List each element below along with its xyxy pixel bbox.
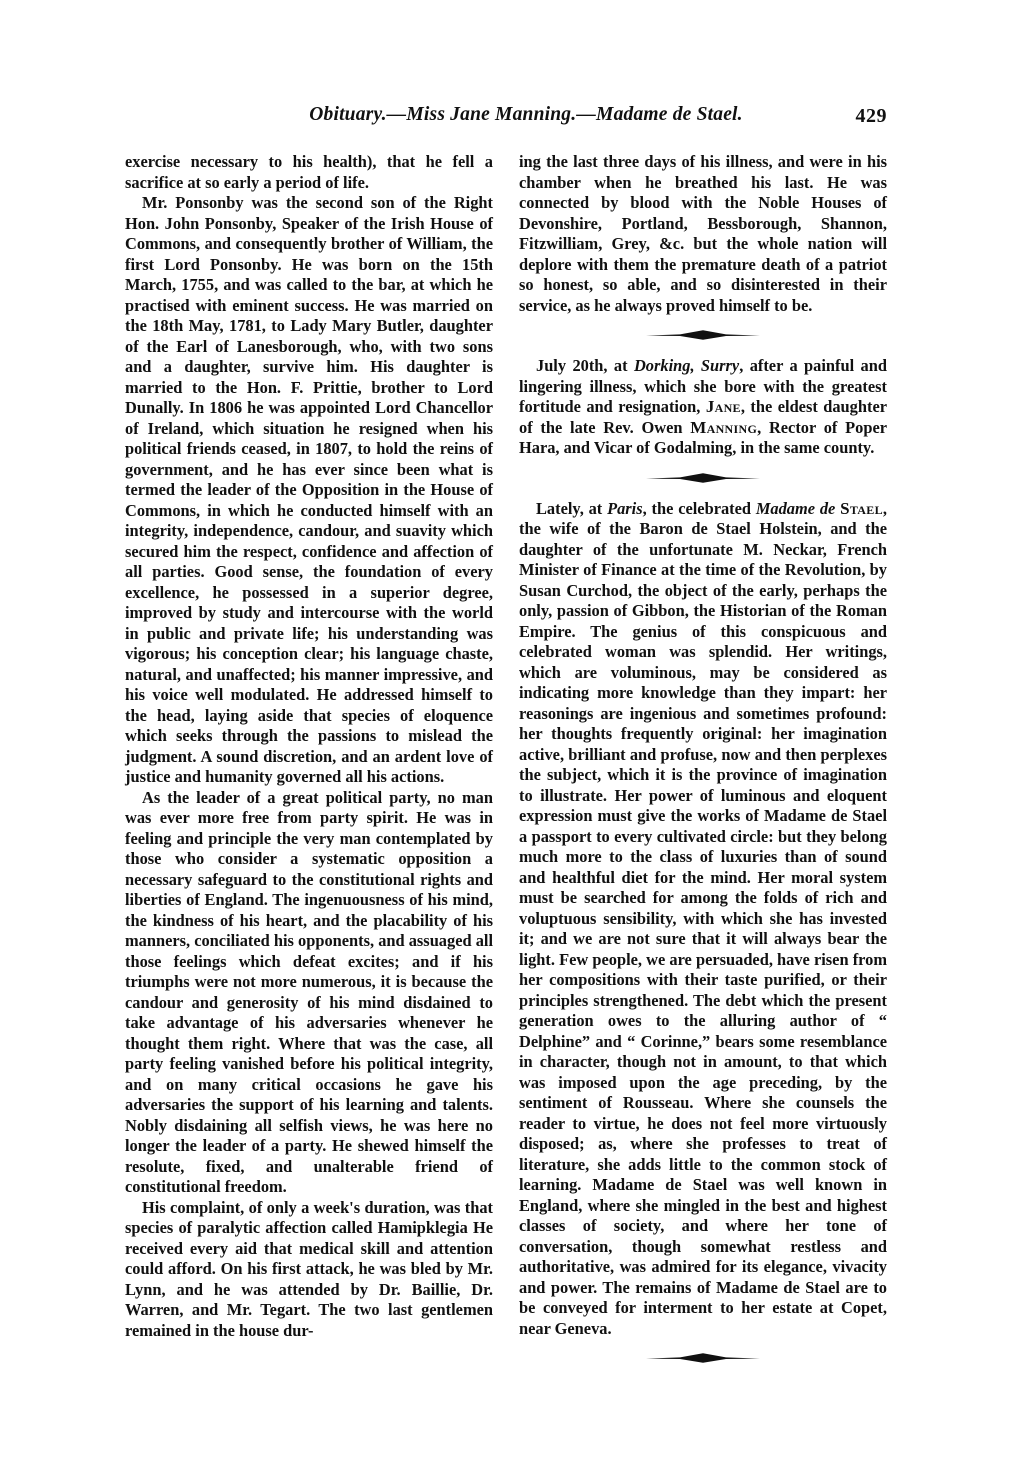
paragraph: As the leader of a great political party, no man was ever more free from party spirit. He was in feeling and principle the very man contemplated by those who consider a systematic opposition a necessary safeguard to the constitutional rights and liberties of England. The ingenuousness of his mind, the kindness of his heart, and the placability of his manners, conciliated his opponents, and assuaged all those feelings which defeat excites; and if his triumphs were not more numerous, it is because the candour and generosity of his mind disdained to take advantage of his adversaries whenever he thought them right. Where that was the case, all party feeling vanished before his political integrity, and on many critical occasions he gave his adversaries the support of his learning and talents. Nobly disdaining all selfish views, he was here no longer the leader of a party. He shewed himself the resolute, fixed, and unalterable friend of constitutional freedom. — [125, 787, 493, 1196]
person-title: Madame de — [755, 498, 836, 518]
two-column-body — [125, 152, 887, 1379]
entry-body: , the wife of the Baron de Stael Holstein, and the daughter of the unfortunate M. Neckar, French Minister of Finance at the time of the Revolution, by Susan Curchod, the object of the early, perhaps the only, passion of Gibbon, the Historian of the Roman Empire. The genius of this conspicuous and celebrated woman was splendid. Her writings, which are voluminous, may be considered as indicating more knowledge than they impart: her reasonings are ingenious and sometimes profound: her thoughts frequently original: her imagination active, brilliant and profuse, now and then perplexes the subject, which it is the province of imagination to illustrate. Her power of luminous and eloquent expression must give the works of Madame de Stael a passport to every cultivated circle: but they belong much more to the class of luxuries than of sound and healthful diet for the mind. Her moral system must be searched for among the folds of rich and voluptuous sensibility, with which she has invested it; and we are not sure that it will always bear the light. Few people, we are persuaded, have risen from her compositions with their taste purified, or their principles strengthened. The debt which the present generation owes to the alluring author of “ Delphine” and “ Corinne,” bears some resemblance in character, though not in amount, to that which was imposed upon the age preceding, by the sentiment of Rousseau. Where she counsels the reader to virtue, he does not feel more virtuously disposed; as, where she professes to treat of literature, she adds little to the common stock of learning. Madame de Stael was well known in England, where she mingled in the best and highest classes of society, and where her tone of conversation, though somewhat restless and authoritative, was admired for its elegance, vivacity and power. The remains of Madame de Stael are to be conveyed for interment to her estate at Copet, near Geneva. — [519, 498, 887, 1338]
page-number: 429 — [855, 105, 887, 127]
entry-mid: , after a painful and lingering illness, which she bore with the greatest fortitude and resignation, — [519, 356, 887, 416]
page-content — [125, 104, 887, 1379]
entry-mid: , the celebrated — [642, 498, 756, 518]
person-given-name: Jane — [705, 397, 741, 416]
paragraph: ing the last three days of his illness, and were in his chamber when he breathed his last. He was connected by blood with the Noble Houses of Devonshire, Portland, Bessborough, Shannon, Fitzwilliam, Grey, &c. but the whole nation will deplore with them the premature death of a patriot so honest, so able, and so disinterested in their service, as he always proved himself to be. — [519, 152, 887, 315]
running-head — [125, 104, 887, 138]
paragraph — [519, 499, 887, 1340]
entry-mid-2: , the eldest daughter of the late Rev. Owen — [519, 397, 887, 437]
entry-tail: , Rector of Poper Hara, and Vicar of Godalming, in the same county. — [519, 417, 888, 457]
entry-lead: July 20th, at — [536, 356, 634, 375]
page-title: Obituary.—Miss Jane Manning.—Madame de Stael. — [309, 104, 743, 125]
place-name: Dorking, Surry — [633, 356, 740, 375]
paragraph — [519, 356, 887, 459]
diamond-rule-ornament — [519, 1345, 887, 1371]
paragraph: Mr. Ponsonby was the second son of the Right Hon. John Ponsonby, Speaker of the Irish House of Commons, and consequently brother of William, the first Lord Ponsonby. He was born on the 15th March, 1755, and was called to the bar, at which he practised with eminent success. He was married on the 18th May, 1781, to Lady Mary Butler, daughter of the Earl of Lanesborough, who, with two sons and a daughter, survive him. His daughter is married to the Hon. F. Prittie, brother to Lord Dunally. In 1806 he was appointed Lord Chancellor of Ireland, which situation he resigned when his political friends ceased, in 1807, to hold the reins of government, and he has ever since been what is termed the leader of the Opposition in the House of Commons, in which he conducted himself with an integrity, independence, candour, and suavity which secured him the respect, confidence and affection of all parties. Good sense, the foundation of every excellence, he possessed in a superior degree, improved by study and intercourse with the world in public and private life; his understanding was vigorous; his conception clear; his language chaste, natural, and unaffected; his manner impressive, and his voice well modulated. He addressed himself to the head, laying aside that species of eloquence which seeks through the passions to mislead the judgment. A sound discretion, and an ardent love of justice and humanity governed all his actions. — [125, 193, 493, 786]
column-right — [519, 152, 887, 1379]
entry-lead: Lately, at — [536, 498, 608, 518]
diamond-rule-ornament — [519, 465, 887, 491]
paragraph: exercise necessary to his health), that he fell a sacrifice at so early a period of life. — [125, 152, 493, 192]
paragraph: His complaint, of only a week's duration, was that species of paralytic affection called Hamipklegia He received every aid that medical skill and attention could afford. On his first attack, he was bled by Mr. Lynn, and he was attended by Dr. Baillie, Dr. Warren, and Mr. Tegart. The two last gentlemen remained in the house dur- — [125, 1197, 493, 1340]
place-name: Paris — [607, 498, 643, 518]
diamond-rule-ornament — [519, 322, 887, 348]
person-surname: Stael — [840, 498, 883, 518]
person-surname: Manning — [690, 417, 758, 437]
column-left — [125, 152, 493, 1341]
